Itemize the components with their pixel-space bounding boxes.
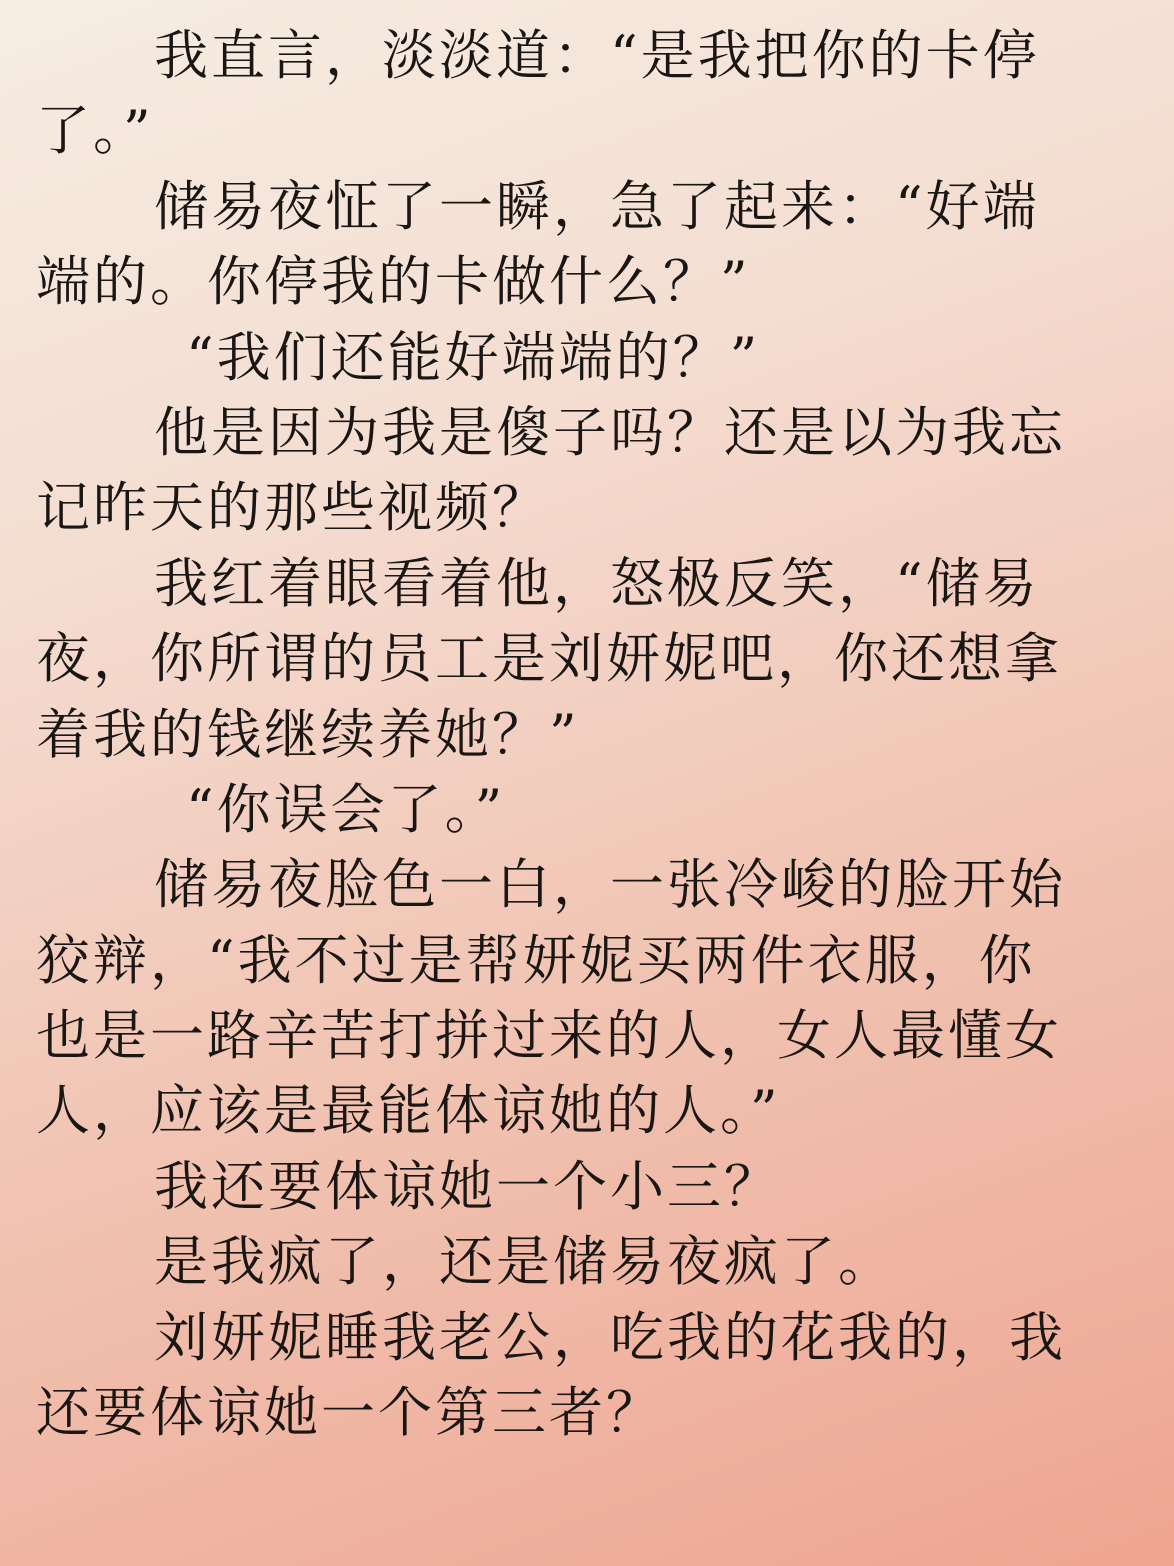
- text-line: 是我疯了，还是储易夜疯了。: [154, 1230, 895, 1294]
- text-line: 我红着眼看着他，怒极反笑，“储易: [154, 551, 1040, 615]
- text-line: 端的。你停我的卡做什么？”: [36, 250, 751, 314]
- text-line: 储易夜脸色一白，一张冷峻的脸开始: [154, 853, 1066, 917]
- text-line: 还要体谅她一个第三者？: [36, 1381, 663, 1445]
- text-line: 储易夜怔了一瞬，急了起来：“好端: [154, 174, 1040, 238]
- text-line: 他是因为我是傻子吗？还是以为我忘: [154, 400, 1066, 464]
- text-line: 狡辩，“我不过是帮妍妮买两件衣服，你: [36, 928, 1036, 992]
- text-line: 我直言，淡淡道：“是我把你的卡停: [154, 24, 1040, 87]
- text-line: 着我的钱继续养她？”: [36, 702, 580, 766]
- text-line: 刘妍妮睡我老公，吃我的花我的，我: [154, 1305, 1066, 1369]
- text-line: 记昨天的那些视频？: [36, 476, 549, 540]
- text-line: 夜，你所谓的员工是刘妍妮吧，你还想拿: [36, 627, 1062, 691]
- text-line: “我们还能好端端的？”: [186, 325, 761, 389]
- text-line: “你误会了。”: [186, 777, 506, 841]
- text-line: 了。”: [36, 99, 154, 163]
- text-line: 我还要体谅她一个小三？: [154, 1154, 781, 1218]
- text-line: 也是一路辛苦打拼过来的人，女人最懂女: [36, 1004, 1062, 1068]
- text-line: 人，应该是最能体谅她的人。”: [36, 1079, 781, 1143]
